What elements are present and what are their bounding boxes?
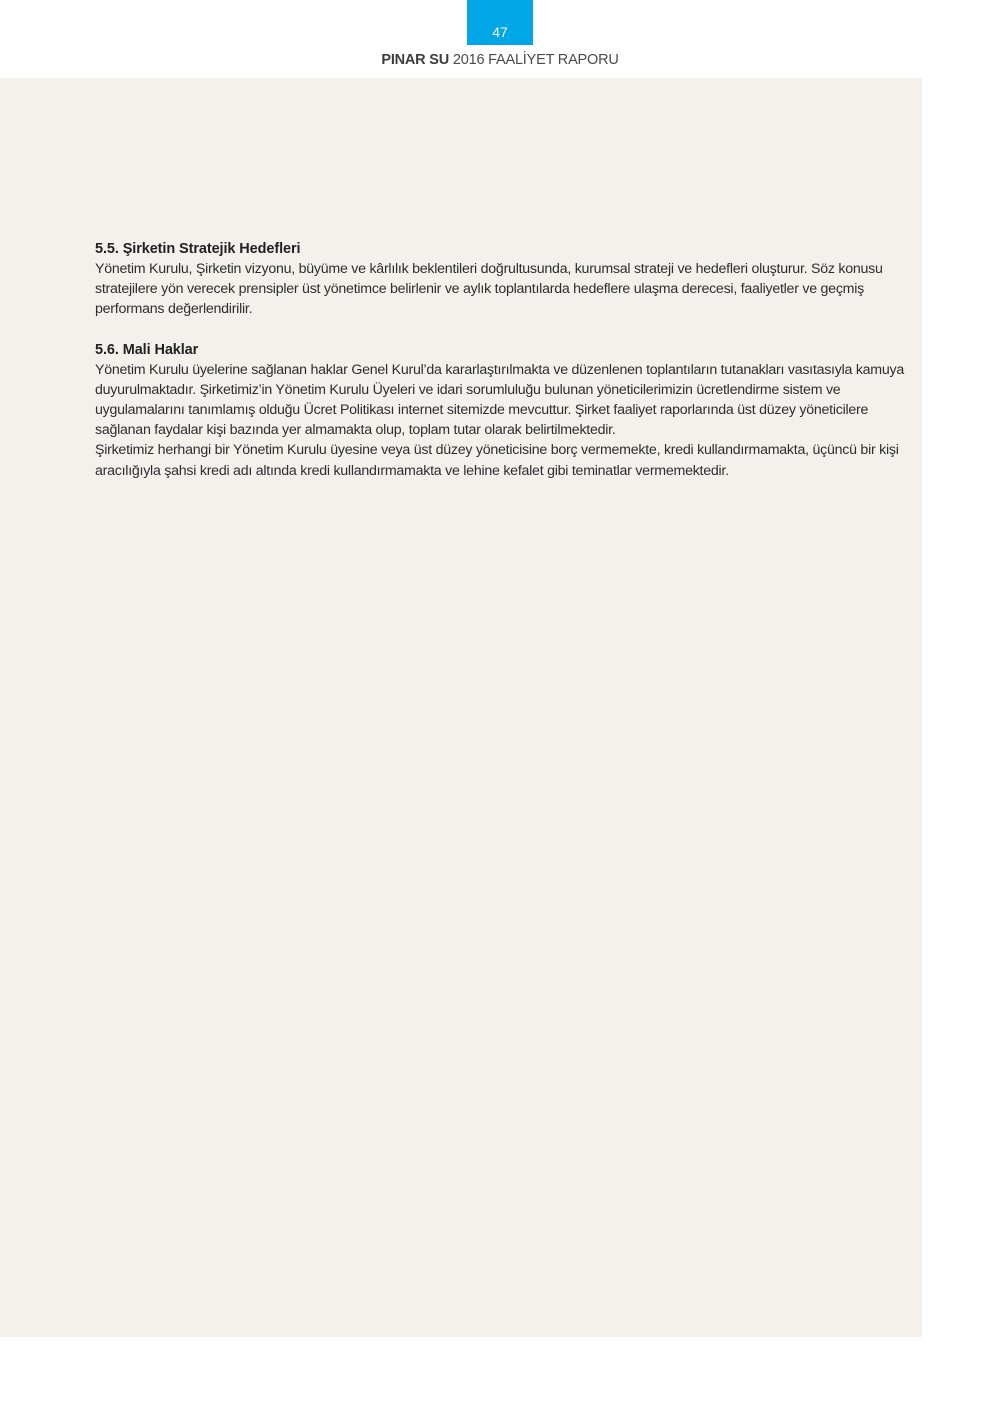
document-body [95, 239, 910, 501]
section-strategic-goals [95, 239, 910, 320]
section-paragraph: Şirketimiz herhangi bir Yönetim Kurulu üyesine veya üst düzey yöneticisine borç vermemekte, kredi kullandırmamakta, üçüncü bir kişi aracılığıyla şahsi kredi adı altında kredi kullandırmamakta ve lehine kefalet gibi teminatlar vermemektedir. [95, 442, 899, 479]
running-header [0, 52, 1000, 68]
page-number-tab [467, 0, 533, 45]
section-financial-rights [95, 340, 910, 481]
brand-name: PINAR SU [381, 52, 450, 68]
page-number: 47 [492, 24, 508, 40]
report-title: 2016 FAALİYET RAPORU [449, 52, 619, 68]
section-heading: 5.5. Şirketin Stratejik Hedefleri [95, 241, 301, 257]
section-paragraph: Yönetim Kurulu üyelerine sağlanan haklar Genel Kurul’da kararlaştırılmakta ve düzenlenen toplantıların tutanakları vasıtasıyla kamuya duyurulmaktadır. Şirketimiz’in Yönetim Kurulu Üyeleri ve idari sorumluluğu bulunan yöneticilerimizin ücretlendirme sistem ve uygulamalarını tanımlamış olduğu Ücret Politikası internet sitemizde mevcuttur. Şirket faaliyet raporlarında üst düzey yöneticilere sağlanan faydalar kişi bazında yer almamakta olup, toplam tutar olarak belirtilmektedir. [95, 361, 905, 439]
section-heading: 5.6. Mali Haklar [95, 341, 199, 358]
section-paragraph: Yönetim Kurulu, Şirketin vizyonu, büyüme ve kârlılık beklentileri doğrultusunda, kurumsal strateji ve hedefleri oluşturur. Söz konusu stratejilere yön verecek prensipler üst yönetimce belirlenir ve aylık toplantılarda hedeflere ulaşma derecesi, faaliyetler ve geçmiş performans değerlendirilir. [95, 261, 883, 318]
